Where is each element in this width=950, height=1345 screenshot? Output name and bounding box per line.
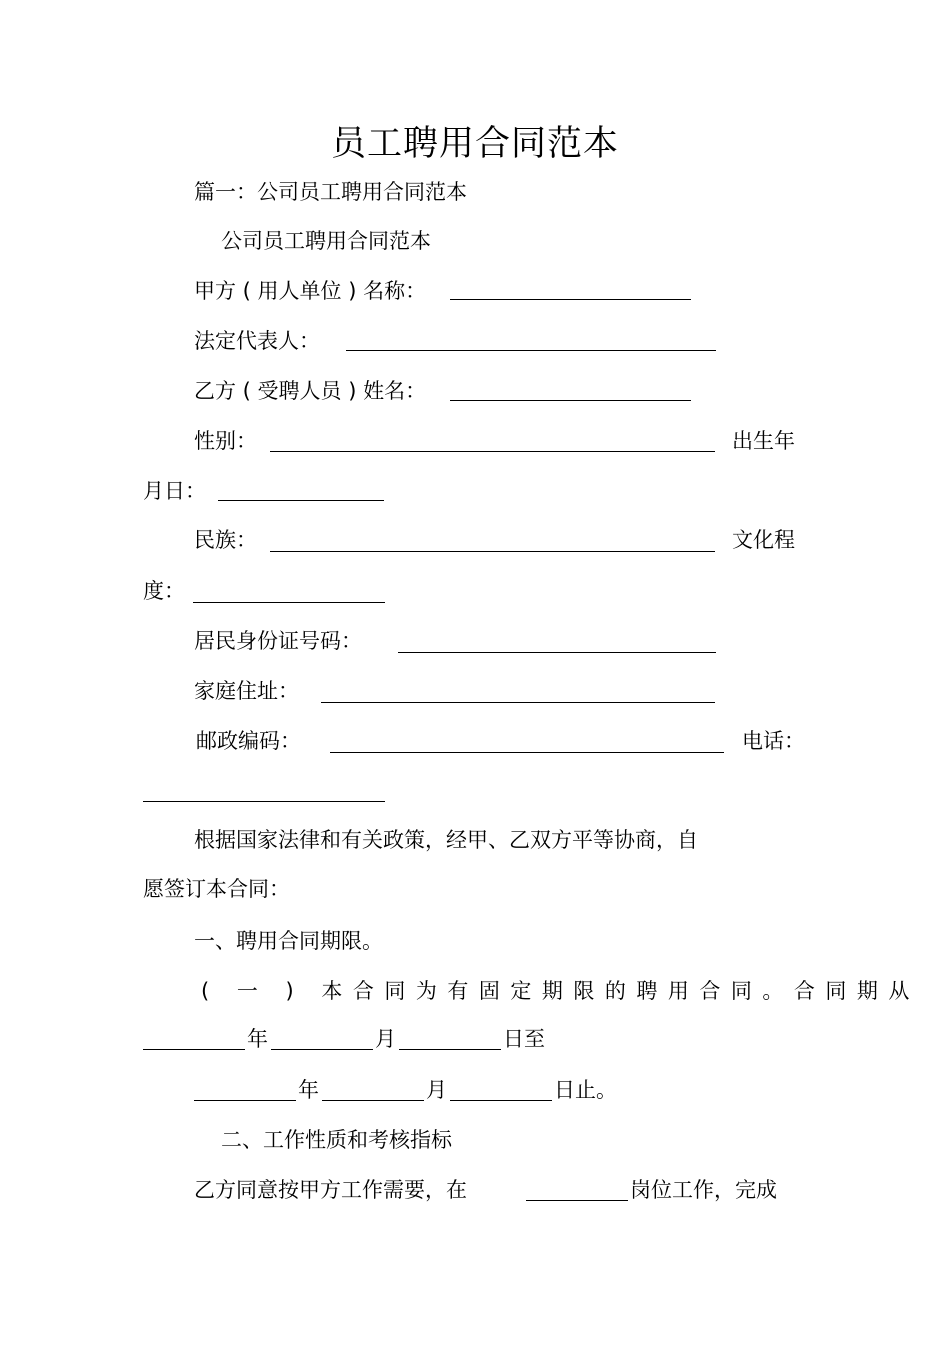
intro-line-1: 根据国家法律和有关政策，经甲、乙双方平等协商，自 bbox=[194, 828, 698, 852]
legal-rep-label: 法定代表人： bbox=[194, 329, 320, 353]
birth-label-part2: 月日： bbox=[143, 479, 206, 503]
gender-blank[interactable] bbox=[270, 451, 715, 452]
party-a-name-blank[interactable] bbox=[450, 299, 691, 300]
end-day-blank[interactable] bbox=[450, 1100, 552, 1101]
clause2-heading: 二、工作性质和考核指标 bbox=[221, 1128, 452, 1152]
party-b-name-blank[interactable] bbox=[450, 400, 691, 401]
birth-label-part1: 出生年 bbox=[732, 429, 795, 453]
clause1-heading: 一、聘用合同期限。 bbox=[194, 929, 383, 953]
end-year-label: 年 bbox=[298, 1078, 319, 1102]
postal-code-blank[interactable] bbox=[330, 752, 724, 753]
home-address-label: 家庭住址： bbox=[194, 679, 299, 703]
start-year-blank[interactable] bbox=[143, 1049, 245, 1050]
party-b-name-label: 乙方 ( 受聘人员 ) 姓名： bbox=[194, 379, 427, 403]
document-title: 员工聘用合同范本 bbox=[330, 124, 619, 164]
start-month-blank[interactable] bbox=[271, 1049, 373, 1050]
party-a-name-label: 甲方 ( 用人单位 ) 名称： bbox=[194, 279, 427, 303]
gender-label: 性别： bbox=[194, 429, 257, 453]
ethnicity-label: 民族： bbox=[194, 528, 257, 552]
end-year-blank[interactable] bbox=[194, 1100, 296, 1101]
clause2-line1-part2: 岗位工作，完成 bbox=[630, 1178, 777, 1202]
education-label-part1: 文化程 bbox=[732, 528, 795, 552]
subtitle: 公司员工聘用合同范本 bbox=[221, 229, 431, 253]
legal-rep-blank[interactable] bbox=[346, 350, 716, 351]
intro-line-2: 愿签订本合同： bbox=[143, 877, 290, 901]
day-to-label: 日至 bbox=[503, 1027, 545, 1051]
ethnicity-blank[interactable] bbox=[270, 551, 715, 552]
id-number-blank[interactable] bbox=[398, 652, 716, 653]
end-month-label: 月 bbox=[426, 1078, 447, 1102]
phone-label: 电话： bbox=[742, 729, 805, 753]
id-number-label: 居民身份证号码： bbox=[194, 629, 362, 653]
education-label-part2: 度： bbox=[143, 579, 185, 603]
day-end-label: 日止。 bbox=[554, 1078, 617, 1102]
clause1-1-line1: ( 一 ) 本合同为有固定期限的聘用合同。合同期从 bbox=[201, 979, 920, 1003]
phone-blank[interactable] bbox=[143, 801, 385, 802]
section-heading: 篇一：公司员工聘用合同范本 bbox=[194, 180, 467, 204]
education-blank[interactable] bbox=[193, 602, 385, 603]
end-month-blank[interactable] bbox=[322, 1100, 424, 1101]
home-address-blank[interactable] bbox=[321, 702, 715, 703]
start-day-blank[interactable] bbox=[399, 1049, 501, 1050]
postal-code-label: 邮政编码： bbox=[196, 729, 301, 753]
position-blank[interactable] bbox=[526, 1200, 628, 1201]
start-month-label: 月 bbox=[375, 1027, 396, 1051]
start-year-label: 年 bbox=[247, 1027, 268, 1051]
clause2-line1-part1: 乙方同意按甲方工作需要，在 bbox=[194, 1178, 467, 1202]
birth-date-blank[interactable] bbox=[218, 500, 384, 501]
